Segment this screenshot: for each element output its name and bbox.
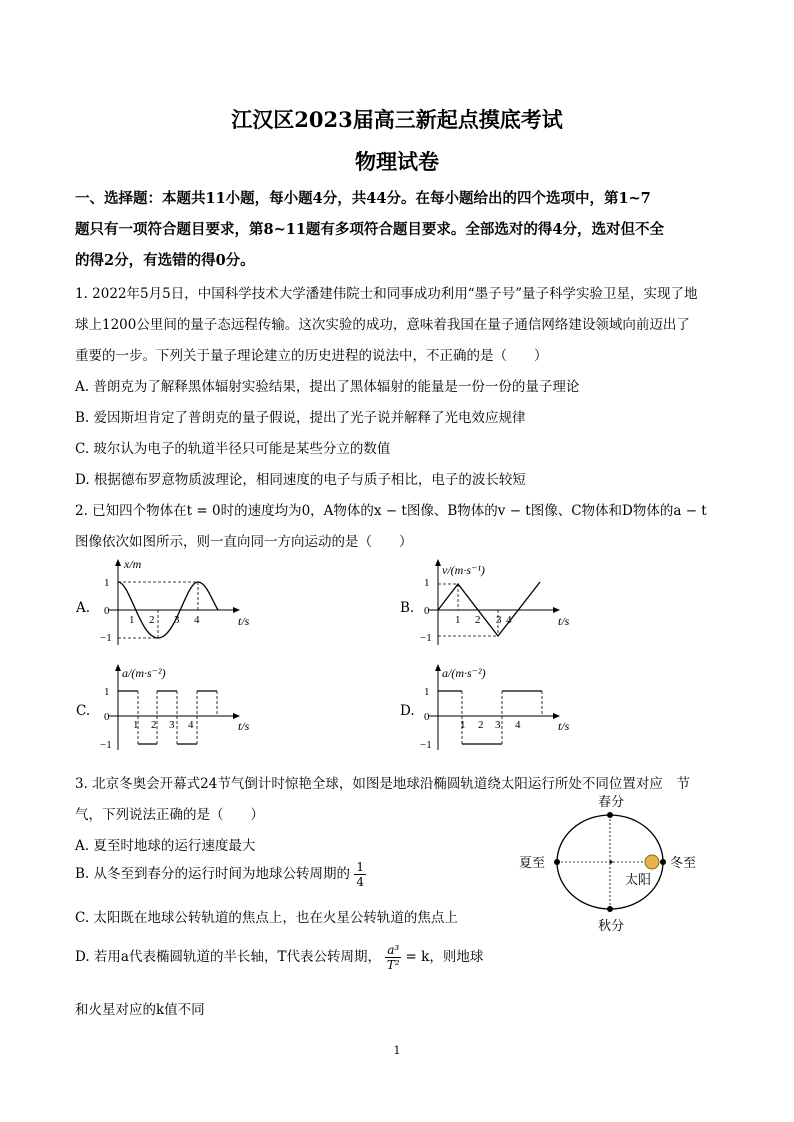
graph-b-curve	[438, 582, 540, 636]
section1-line3: 的得2分，有选错的得0分。	[75, 252, 255, 269]
graph-d-ytick-1: 1	[424, 686, 430, 698]
autumn-point	[607, 906, 613, 912]
q3-option-d	[75, 943, 483, 972]
graph-d	[420, 660, 580, 755]
q3-option-b-den: 4	[356, 875, 364, 889]
q1-option-c: C. 玻尔认为电子的轨道半径只可能是某些分立的数值	[75, 441, 391, 457]
q3-option-b-num: 1	[356, 860, 364, 874]
graph-c-xtick-1: 1	[133, 719, 139, 731]
q3-option-d-post: = k，则地球	[405, 949, 484, 965]
q3-option-d-den: T²	[386, 958, 400, 972]
q1-option-a: A. 普朗克为了解释黑体辐射实验结果，提出了黑体辐射的能量是一份一份的量子理论	[75, 379, 580, 395]
q3-option-b-fraction	[354, 860, 366, 889]
q3-option-b-text: B. 从冬至到春分的运行时间为地球公转周期的	[75, 866, 351, 882]
sun-icon	[645, 855, 659, 869]
graph-c-ytick-1: 1	[104, 686, 110, 698]
summer-point	[554, 859, 560, 865]
q3-option-c: C. 太阳既在地球公转轨道的焦点上，也在火星公转轨道的焦点上	[75, 910, 458, 926]
q1-option-d: D. 根据德布罗意物质波理论，相同速度的电子与质子相比，电子的波长较短	[75, 472, 526, 488]
graph-a-xtick-1: 1	[129, 614, 135, 626]
graph-b-xtick-3: 3	[496, 614, 502, 626]
graph-b-ytick-0: 0	[424, 605, 430, 617]
exam-subtitle: 物理试卷	[355, 149, 439, 174]
graph-b-xtick-4: 4	[506, 614, 512, 626]
graph-d-xtick-1: 1	[460, 719, 466, 731]
graph-b-xtick-1: 1	[455, 614, 461, 626]
graph-b-ytick-m1: −1	[420, 632, 432, 644]
graph-c-xtick-3: 3	[169, 719, 175, 731]
graph-c-xlabel: t/s	[238, 719, 250, 733]
page-number: 1	[393, 1044, 401, 1057]
q2-label-a: A.	[76, 600, 91, 616]
graph-b	[420, 555, 580, 650]
graph-c	[100, 660, 260, 755]
graph-d-xtick-4: 4	[515, 719, 521, 731]
graph-a-ytick-m1: −1	[100, 632, 112, 644]
graph-c-ylabel: a/(m·s⁻²)	[122, 666, 166, 680]
graph-d-xtick-2: 2	[478, 719, 484, 731]
q3-option-d-fraction	[385, 943, 401, 972]
exam-title: 江汉区2023届高三新起点摸底考试	[231, 107, 563, 132]
q3-option-d-line2: 和火星对应的k值不同	[75, 1002, 205, 1018]
label-sun: 太阳	[625, 872, 652, 887]
label-spring: 春分	[598, 794, 625, 809]
q1-line2: 球上1200公里间的量子态远程传输。这次实验的成功，意味着我国在量子通信网络建设领域向前迈出了	[75, 317, 690, 333]
q1-line1: 1. 2022年5月5日，中国科学技术大学潘建伟院士和同事成功利用“墨子号”量子科学实验卫星，实现了地	[75, 286, 698, 302]
q1-line3: 重要的一步。下列关于量子理论建立的历史进程的说法中，不正确的是（ ）	[75, 348, 548, 364]
label-summer: 夏至	[519, 855, 546, 870]
q2-label-d: D.	[400, 703, 415, 719]
graph-b-xtick-2: 2	[475, 614, 481, 626]
q2-label-c: C.	[76, 703, 91, 719]
graph-d-xtick-3: 3	[495, 719, 501, 731]
label-autumn: 秋分	[598, 918, 625, 933]
q3-line1: 3. 北京冬奥会开幕式24节气倒计时惊艳全球，如图是地球沿椭圆轨道绕太阳运行所处不同位置对应 节	[75, 776, 690, 792]
section1-line2: 题只有一项符合题目要求，第8~11题有多项符合题目要求。全部选对的得4分，选对但不全	[75, 221, 665, 238]
graph-c-xtick-4: 4	[188, 719, 194, 731]
spring-point	[607, 812, 613, 818]
graph-a	[100, 555, 260, 650]
graph-d-ylabel: a/(m·s⁻²)	[442, 666, 486, 680]
q3-line2: 气，下列说法正确的是（ ）	[75, 807, 264, 823]
graph-c-ytick-m1: −1	[100, 739, 112, 751]
graph-a-ylabel: x/m	[124, 557, 142, 571]
graph-c-ytick-0: 0	[104, 711, 110, 723]
q3-option-d-text: D. 若用a代表椭圆轨道的半长轴，T代表公转周期，	[75, 949, 381, 965]
orbit-diagram	[510, 792, 715, 937]
graph-a-xtick-3: 3	[174, 614, 180, 626]
graph-a-ytick-0: 0	[104, 605, 110, 617]
graph-d-ytick-m1: −1	[420, 739, 432, 751]
q1-option-b: B. 爱因斯坦肯定了普朗克的量子假说，提出了光子说并解释了光电效应规律	[75, 410, 526, 426]
q2-line2: 图像依次如图所示，则一直向同一方向运动的是（ ）	[75, 534, 413, 550]
graph-a-xtick-4: 4	[194, 614, 200, 626]
section1-line1: 一、选择题：本题共11小题，每小题4分，共44分。在每小题给出的四个选项中，第1~7	[75, 190, 651, 207]
q3-option-b	[75, 860, 366, 889]
graph-c-xtick-2: 2	[151, 719, 157, 731]
graph-a-ytick-1: 1	[104, 577, 110, 589]
graph-a-xlabel: t/s	[238, 614, 250, 628]
winter-point	[660, 859, 666, 865]
graph-d-xlabel: t/s	[558, 719, 570, 733]
q3-option-a: A. 夏至时地球的运行速度最大	[75, 838, 256, 854]
q3-option-d-num: a³	[387, 943, 400, 957]
graph-b-ylabel: v/(m·s⁻¹)	[442, 563, 485, 577]
graph-d-ytick-0: 0	[424, 711, 430, 723]
label-winter: 冬至	[670, 855, 697, 870]
graph-b-ytick-1: 1	[424, 577, 430, 589]
graph-b-xlabel: t/s	[558, 614, 570, 628]
graph-a-xtick-2: 2	[149, 614, 155, 626]
q2-line1: 2. 已知四个物体在t = 0时的速度均为0，A物体的x − t图像、B物体的v − t图像、C物体和D物体的a − t	[75, 503, 707, 519]
q2-label-b: B.	[400, 600, 415, 616]
